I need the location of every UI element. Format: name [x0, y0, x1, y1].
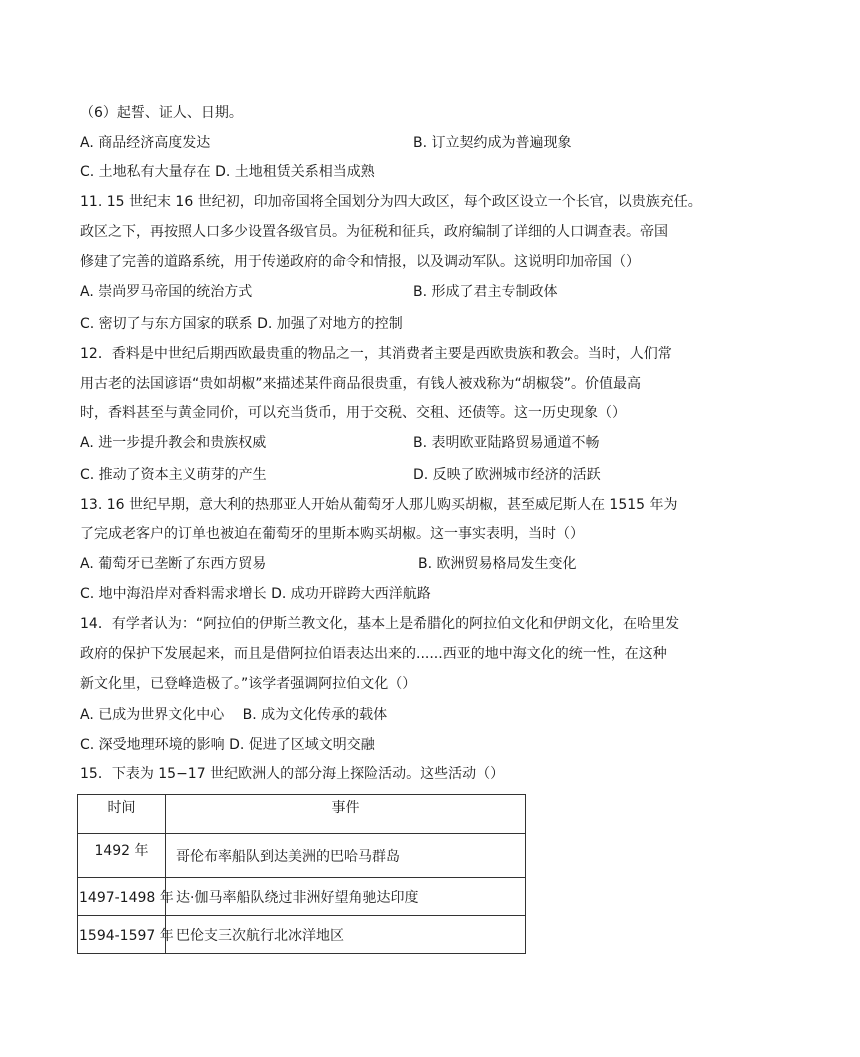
table-cell-year: 1492 年	[78, 834, 166, 878]
table-cell-event: 哥伦布率船队到达美洲的巴哈马群岛	[166, 834, 526, 878]
table-header-time: 时间	[78, 795, 166, 834]
option-b: B. 订立契约成为普遍现象	[413, 135, 572, 151]
question-12: 12．香料是中世纪后期西欧最贵重的物品之一，其消费者主要是西欧贵族和教会。当时，人们常	[80, 346, 672, 362]
text-line: 新文化里，已登峰造极了。”该学者强调阿拉伯文化（）	[80, 676, 417, 692]
options-c-d: C. 土地私有大量存在 D. 土地租赁关系相当成熟	[80, 164, 375, 180]
question-13: 13. 16 世纪早期，意大利的热那亚人开始从葡萄牙人那儿购买胡椒，甚至威尼斯人在 1515 年为	[80, 497, 678, 513]
option-c: C. 推动了资本主义萌芽的产生	[80, 467, 267, 483]
table-row	[78, 834, 526, 878]
question-15: 15．下表为 15−17 世纪欧洲人的部分海上探险活动。这些活动（）	[80, 766, 505, 782]
option-b: B. 形成了君主专制政体	[413, 284, 558, 300]
option-d: D. 反映了欧洲城市经济的活跃	[413, 467, 601, 483]
exploration-table	[77, 794, 526, 954]
table-cell-event: 达·伽马率船队绕过非洲好望角驰达印度	[166, 878, 526, 916]
table-header-row	[78, 795, 526, 834]
option-a: A. 崇尚罗马帝国的统治方式	[80, 284, 253, 300]
table-header-event: 事件	[166, 795, 526, 834]
text-line: 时，香料甚至与黄金同价，可以充当货币，用于交税、交租、还债等。这一历史现象（）	[80, 405, 626, 421]
options-a-b: A. 已成为世界文化中心 B. 成为文化传承的载体	[80, 707, 388, 723]
option-a: A. 商品经济高度发达	[80, 135, 211, 151]
option-a: A. 进一步提升教会和贵族权威	[80, 435, 267, 451]
text-line: （6）起誓、证人、日期。	[80, 105, 243, 121]
options-c-d: C. 密切了与东方国家的联系 D. 加强了对地方的控制	[80, 316, 403, 332]
text-line: 用古老的法国谚语“贵如胡椒”来描述某件商品很贵重，有钱人被戏称为“胡椒袋”。价值最高	[80, 376, 642, 392]
question-14: 14．有学者认为：“阿拉伯的伊斯兰教文化，基本上是希腊化的阿拉伯文化和伊朗文化，在哈里发	[80, 616, 680, 632]
table-cell-year: 1497-1498 年	[78, 878, 166, 916]
text-line: 政区之下，再按照人口多少设置各级官员。为征税和征兵，政府编制了详细的人口调查表。帝国	[80, 224, 668, 240]
table-cell-event: 巴伦支三次航行北冰洋地区	[166, 916, 526, 954]
text-line: 政府的保护下发展起来，而且是借阿拉伯语表达出来的......西亚的地中海文化的统一性，在这种	[80, 646, 667, 662]
options-c-d: C. 深受地理环境的影响 D. 促进了区域文明交融	[80, 737, 375, 753]
table-row	[78, 878, 526, 916]
table-cell-year: 1594-1597 年	[78, 916, 166, 954]
text-line: 修建了完善的道路系统，用于传递政府的命令和情报，以及调动军队。这说明印加帝国（）	[80, 254, 640, 270]
table-row	[78, 916, 526, 954]
question-11: 11. 15 世纪末 16 世纪初，印加帝国将全国划分为四大政区，每个政区设立一个长官，以贵族充任。	[80, 194, 702, 210]
option-a: A. 葡萄牙已垄断了东西方贸易	[80, 556, 267, 572]
text-line: 了完成老客户的订单也被迫在葡萄牙的里斯本购买胡椒。这一事实表明，当时（）	[80, 526, 584, 542]
option-b: B. 欧洲贸易格局发生变化	[418, 556, 577, 572]
option-b: B. 表明欧亚陆路贸易通道不畅	[413, 435, 600, 451]
options-c-d: C. 地中海沿岸对香料需求增长 D. 成功开辟跨大西洋航路	[80, 586, 431, 602]
